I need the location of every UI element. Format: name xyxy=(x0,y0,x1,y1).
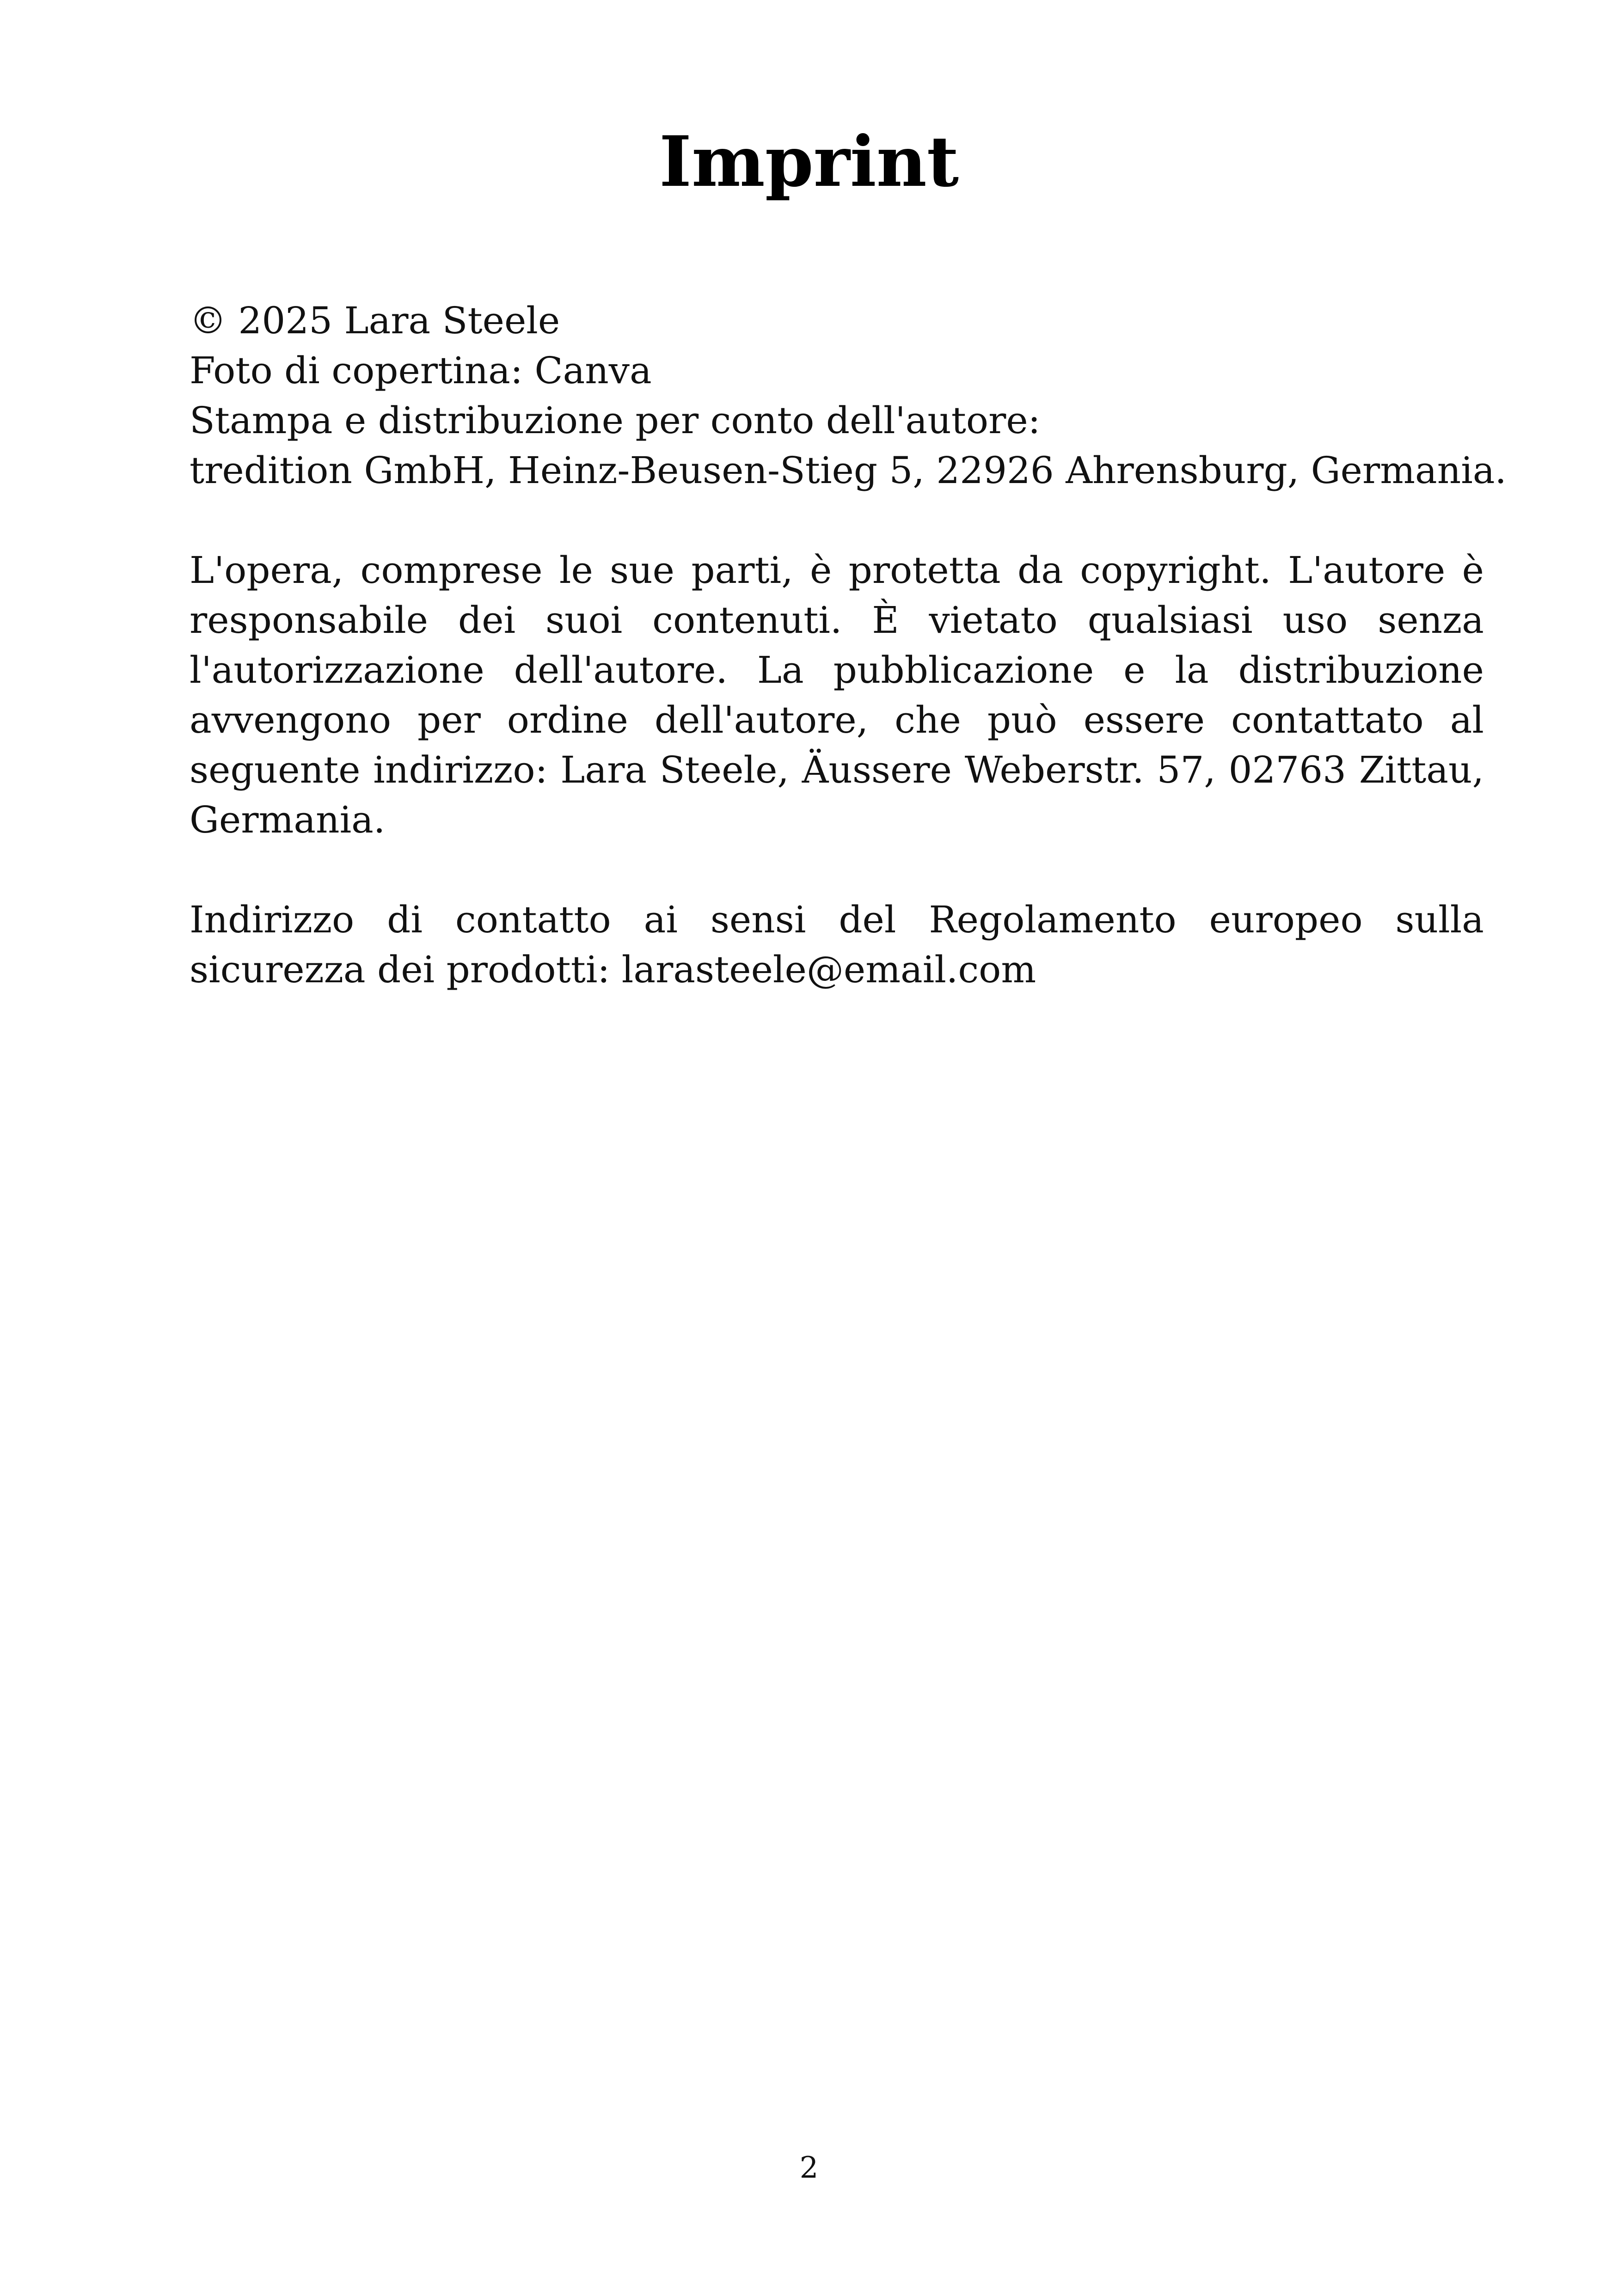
copyright-line: © 2025 Lara Steele xyxy=(190,299,560,342)
imprint-content xyxy=(190,296,1507,1045)
page-number: 2 xyxy=(799,2151,819,2185)
publisher-address: tredition GmbH, Heinz-Beusen-Stieg 5, 22926 Ahrensburg, Germania. xyxy=(190,449,1507,492)
cover-photo-credit: Foto di copertina: Canva xyxy=(190,349,652,392)
page-title: Imprint xyxy=(659,121,959,202)
printing-distribution-line: Stampa e distribuzione per conto dell'autore: xyxy=(190,399,1041,442)
imprint-details xyxy=(190,296,1507,496)
product-safety-contact-paragraph: Indirizzo di contatto ai sensi del Regolamento europeo sulla sicurezza dei prodotti: larasteele@email.com xyxy=(190,898,1484,991)
copyright-notice-paragraph: L'opera, comprese le sue parti, è protetta da copyright. L'autore è responsabile dei suoi contenuti. È vietato qualsiasi uso senza l'autorizzazione dell'autore. La pubblicazione e la distribuzione avvengono per ordine dell'autore, che può essere contattato al seguente indirizzo: Lara Steele, Äussere Weberstr. 57, 02763 Zittau, Germania. xyxy=(190,549,1484,841)
